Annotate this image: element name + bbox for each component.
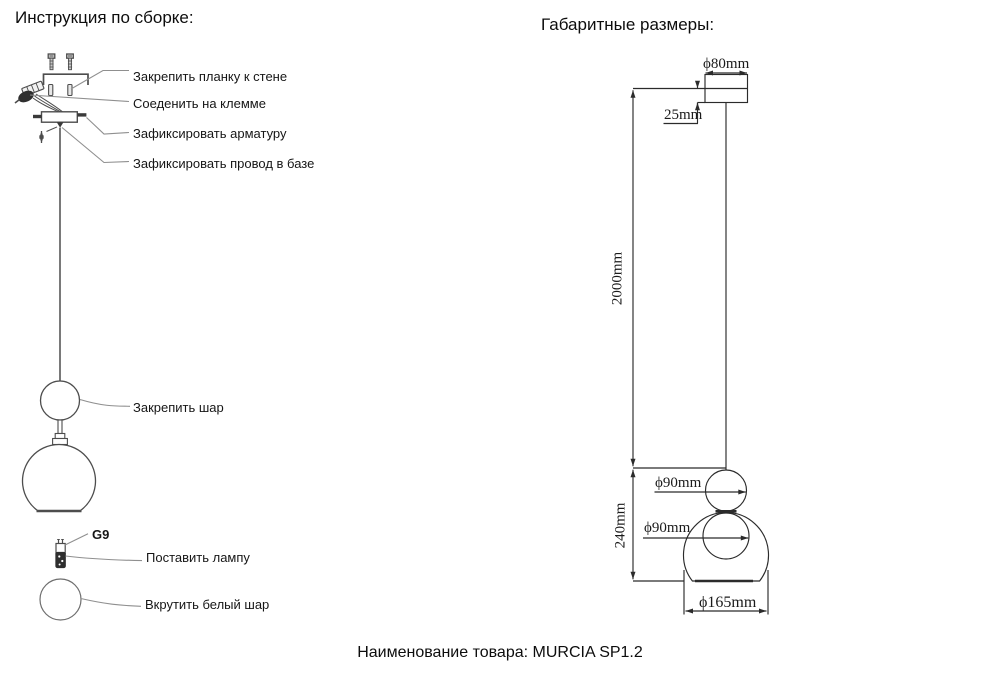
dim-label-canopy-diameter: ϕ80mm <box>703 56 750 72</box>
step-label-fix-ball: Закрепить шар <box>133 400 224 415</box>
step-label-install-lamp: Поставить лампу <box>146 550 250 565</box>
bulb-type-label: G9 <box>92 527 110 542</box>
dimensions-title: Габаритные размеры: <box>541 15 715 34</box>
step-label-fix-fixture: Зафиксировать арматуру <box>133 126 287 141</box>
dim-label-top-ball-diameter: ϕ90mm <box>655 475 702 491</box>
product-name-label: Наименование товара: MURCIA SP1.2 <box>357 644 643 661</box>
step-label-screw-white-ball: Вкрутить белый шар <box>145 597 270 612</box>
dim-label-canopy-height: 25mm <box>664 107 703 123</box>
socket-cap <box>53 420 68 445</box>
g9-bulb-icon <box>56 540 65 568</box>
terminal-block-icon <box>15 81 44 104</box>
assembly-figure <box>15 54 96 620</box>
step-label-connect-terminal: Соеденить на клемме <box>133 96 266 111</box>
step-label-fix-cord: Зафиксировать провод в базе <box>133 156 315 171</box>
dim-label-shade-diameter: ϕ165mm <box>699 594 757 611</box>
wall-anchors-icon <box>49 85 72 96</box>
canopy-outline <box>705 75 748 103</box>
step-label-fix-bracket: Закрепить планку к стене <box>133 69 288 84</box>
dim-label-inner-ball-diameter: ϕ90mm <box>644 520 691 536</box>
dim-shade-outline <box>683 512 768 581</box>
height-adjust-arrow-icon <box>42 127 58 143</box>
glass-shade <box>23 445 96 511</box>
mounting-screws-icon <box>48 54 73 70</box>
white-ball <box>40 579 81 620</box>
leader-lines <box>30 71 142 607</box>
assembly-title: Инструкция по сборке: <box>15 8 194 27</box>
dim-label-suspension-length: 2000mm <box>609 251 626 306</box>
dim-label-body-height: 240mm <box>612 502 629 549</box>
top-ball <box>41 381 80 420</box>
canopy-plate <box>33 112 86 128</box>
dim-top-ball <box>706 470 747 511</box>
